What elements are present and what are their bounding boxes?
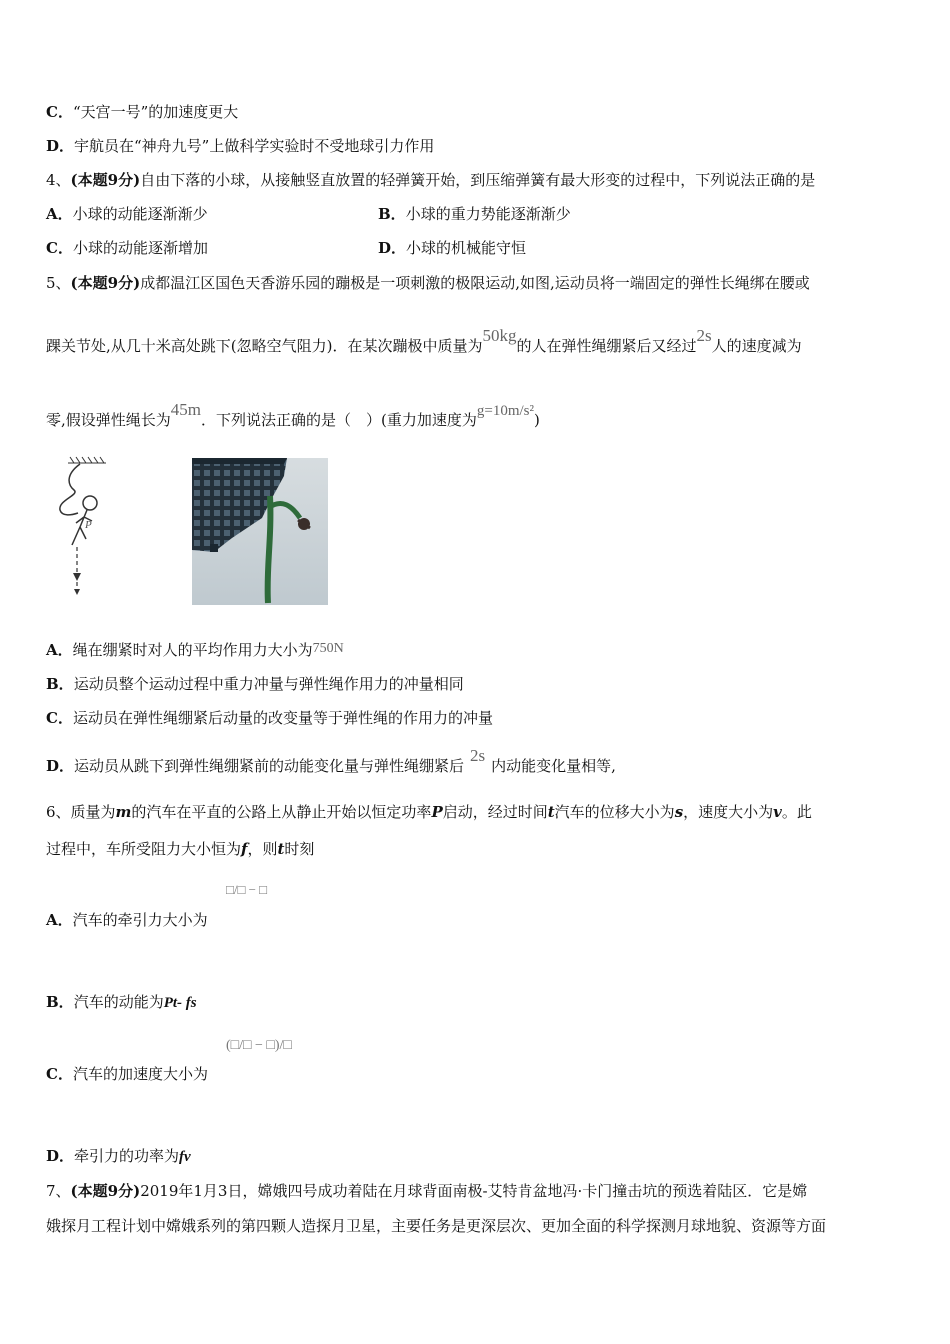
q6-option-d: D．牵引力的功率为fv xyxy=(46,1147,191,1165)
q4-options-cd xyxy=(46,238,527,258)
q6-option-b: B．汽车的动能为Pt- fs xyxy=(46,993,197,1011)
figure-point-label: P xyxy=(85,519,92,531)
q6-option-c: C．汽车的加速度大小为 xyxy=(46,1065,208,1083)
ceiling-hatch-icon xyxy=(68,457,106,463)
q4-options-ab xyxy=(46,204,571,224)
question-7: 7、(本题9分)2019年1月3日，嫦娥四号成功着陆在月球背面南极-艾特肯盆地冯·卡门撞击坑的预选着陆区．它是嫦 xyxy=(46,1182,808,1200)
question-5-line-3: 零,假设弹性绳长为45m．下列说法正确的是（ ）(重力加速度为g=10m/s²) xyxy=(46,400,540,429)
q6-option-a: A．汽车的牵引力大小为 xyxy=(46,911,208,929)
question-7-line-2: 娥探月工程计划中嫦娥系列的第四颗人造探月卫星，主要任务是更深层次、更加全面的科学探测月球地貌、资源等方面 xyxy=(46,1217,827,1235)
q4-option-d: D．小球的机械能守恒 xyxy=(378,239,527,257)
q5-option-c: C．运动员在弹性绳绷紧后动量的改变量等于弹性绳的作用力的冲量 xyxy=(46,709,493,727)
q6-option-a-formula: □/□ − □ xyxy=(226,882,267,897)
question-6: 6、质量为m的汽车在平直的公路上从静止开始以恒定功率P启动，经过时间t汽车的位移大小为s，速度大小为v。此 xyxy=(46,803,812,821)
jumper-head-icon xyxy=(83,496,97,510)
q6-option-c-formula: (□/□ − □)/□ xyxy=(226,1038,292,1053)
bungee-cord-icon xyxy=(268,496,271,603)
q5-option-b: B．运动员整个运动过程中重力冲量与弹性绳作用力的冲量相同 xyxy=(46,675,464,693)
fall-direction-arrow-icon xyxy=(73,573,81,581)
elastic-rope-icon xyxy=(60,464,80,515)
q4-option-a: A．小球的动能逐渐渐少 xyxy=(46,205,208,223)
q3-option-d: D．宇航员在“神舟九号”上做科学实验时不受地球引力作用 xyxy=(46,137,435,155)
q3-option-c: C．“天宫一号”的加速度更大 xyxy=(46,103,239,121)
bottom-arrow-icon xyxy=(74,589,80,595)
q4-option-c: C．小球的动能逐渐增加 xyxy=(46,239,208,257)
q5-option-d: D．运动员从跳下到弹性绳绷紧前的动能变化量与弹性绳绷紧后2s内动能变化量相等, xyxy=(46,746,616,775)
question-4: 4、(本题9分)自由下落的小球，从接触竖直放置的轻弹簧开始，到压缩弹簧有最大形变的过程中，下列说法正确的是 xyxy=(46,171,816,189)
bungee-photo-figure xyxy=(192,458,328,605)
question-5: 5、(本题9分)成都温江区国色天香游乐园的蹦极是一项刺激的极限运动,如图,运动员将一端固定的弹性长绳绑在腰或 xyxy=(46,274,810,292)
question-6-line-2: 过程中，车所受阻力大小恒为f，则t时刻 xyxy=(46,840,315,858)
q4-option-b: B．小球的重力势能逐渐渐少 xyxy=(378,205,571,223)
q5-option-a: A．绳在绷紧时对人的平均作用力大小为750N xyxy=(46,641,344,659)
bungee-schematic-figure xyxy=(50,455,110,600)
question-5-line-2: 踝关节处,从几十米高处跳下(忽略空气阻力)．在某次蹦极中质量为50kg的人在弹性绳绷紧后又经过2s人的速度减为 xyxy=(46,326,802,355)
